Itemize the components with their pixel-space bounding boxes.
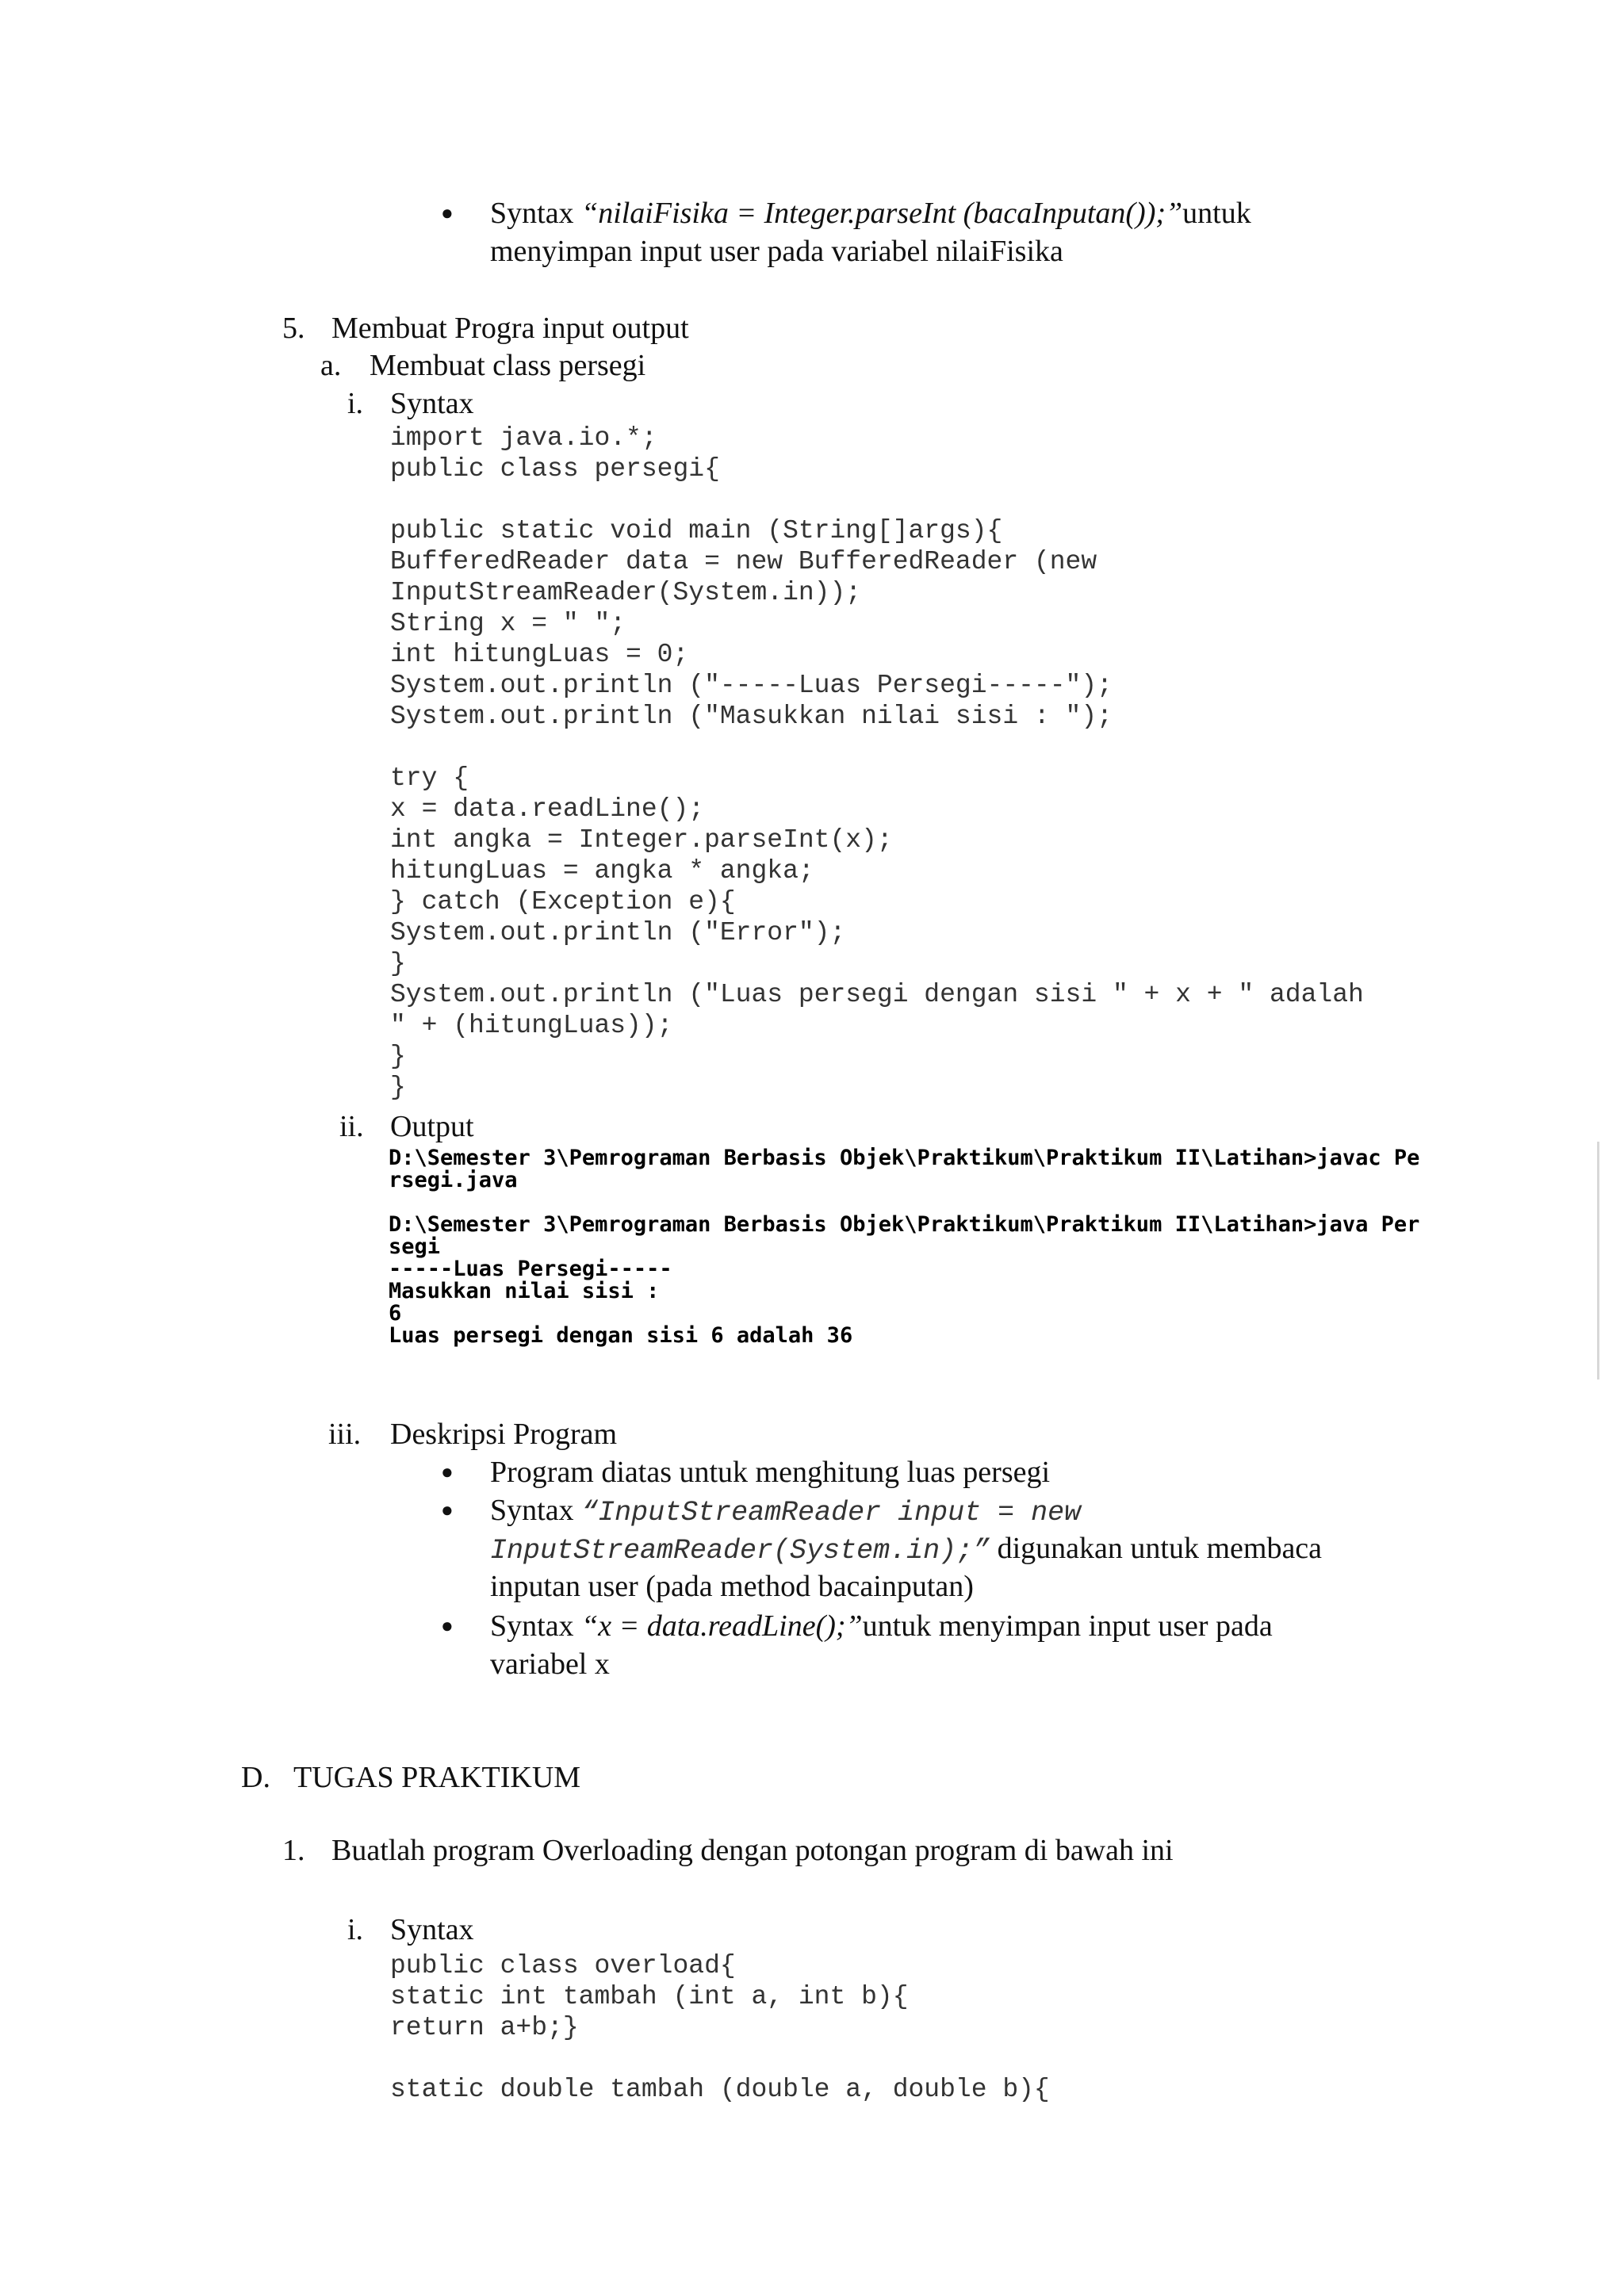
console-line — [389, 1192, 1602, 1214]
code-line: System.out.println ("Error"); — [390, 918, 846, 947]
desc-bullet2-line1 — [490, 1491, 1081, 1532]
desc-bullet3-suffix: untuk menyimpan input user pada — [862, 1609, 1273, 1643]
sectionD-item-i-label: i. — [347, 1913, 364, 1946]
code-line — [390, 484, 1364, 515]
code-line: String x = " "; — [390, 609, 626, 638]
top-bullet-code: “nilaiFisika = Integer.parseInt (bacaInputan());” — [581, 197, 1183, 230]
code-line: x = data.readLine(); — [390, 794, 705, 824]
desc-bullet3-line2: variabel x — [490, 1647, 610, 1681]
section5-item-ii-title: Output — [390, 1110, 474, 1143]
code-line — [390, 2043, 1050, 2074]
desc-bullet3-code: “x = data.readLine();” — [581, 1609, 863, 1643]
bullet-dot: ● — [441, 1498, 454, 1521]
top-bullet-prefix: Syntax — [490, 197, 582, 230]
top-bullet-line2: menyimpan input user pada variabel nilaiFisika — [490, 235, 1063, 268]
section5-item-i-label: i. — [347, 387, 364, 420]
code-line: } catch (Exception e){ — [390, 887, 736, 916]
code-line: static int tambah (int a, int b){ — [390, 1982, 909, 2011]
section5-item-ii-label: ii. — [339, 1110, 364, 1143]
desc-bullet3-line1 — [490, 1607, 1273, 1645]
bullet-dot: ● — [441, 1614, 454, 1637]
desc-bullet1: Program diatas untuk menghitung luas persegi — [490, 1456, 1051, 1489]
code-line: } — [390, 1073, 406, 1102]
code-line: hitungLuas = angka * angka; — [390, 856, 814, 886]
console-line: D:\Semester 3\Pemrograman Berbasis Objek\Praktikum\Praktikum II\Latihan>java Per — [389, 1212, 1420, 1237]
code-line: } — [390, 1042, 406, 1071]
code-line: try { — [390, 763, 469, 793]
code-line: System.out.println ("Luas persegi dengan sisi " + x + " adalah — [390, 980, 1364, 1009]
console-line: Masukkan nilai sisi : — [389, 1279, 660, 1303]
sectionD-item-i-title: Syntax — [390, 1913, 474, 1946]
code-line: public static void main (String[]args){ — [390, 516, 1003, 545]
console-line: 6 — [389, 1301, 402, 1326]
desc-bullet2-suffix: digunakan untuk membaca — [990, 1532, 1323, 1565]
code-line: InputStreamReader(System.in)); — [390, 578, 862, 607]
desc-bullet2-line3: inputan user (pada method bacainputan) — [490, 1570, 974, 1603]
desc-bullet2-code1: “InputStreamReader input = new — [581, 1497, 1082, 1529]
console-line: D:\Semester 3\Pemrograman Berbasis Objek\Praktikum\Praktikum II\Latihan>javac Pe — [389, 1146, 1420, 1170]
code-line: public class overload{ — [390, 1951, 736, 1980]
section5-number: 5. — [282, 312, 305, 345]
desc-bullet2-line2 — [490, 1529, 1322, 1570]
sectionD-item1-text: Buatlah program Overloading dengan potongan program di bawah ini — [331, 1834, 1174, 1867]
section5-sub-a-label: a. — [320, 349, 342, 382]
code-line — [390, 732, 1364, 763]
code-line: " + (hitungLuas)); — [390, 1011, 673, 1040]
code-line: static double tambah (double a, double b){ — [390, 2075, 1050, 2104]
console-line: segi — [389, 1234, 441, 1259]
code-line: System.out.println ("Masukkan nilai sisi : "); — [390, 702, 1113, 731]
code-line: System.out.println ("-----Luas Persegi-----"); — [390, 671, 1113, 700]
console-output — [389, 1147, 1602, 1347]
code-line: public class persegi{ — [390, 454, 720, 484]
desc-bullet2-prefix: Syntax — [490, 1494, 582, 1527]
top-bullet-line1 — [490, 194, 1251, 232]
sectionD-item1-number: 1. — [282, 1834, 305, 1867]
persegi-code-block — [390, 423, 1364, 1103]
section5-title: Membuat Progra input output — [331, 312, 689, 345]
bullet-dot: ● — [441, 1460, 454, 1483]
bullet-dot: ● — [441, 201, 454, 224]
code-line: import java.io.*; — [390, 423, 657, 453]
section5-item-iii-title: Deskripsi Program — [390, 1418, 618, 1451]
overload-code-block — [390, 1950, 1050, 2105]
console-line: rsegi.java — [389, 1168, 518, 1192]
sectionD-title: TUGAS PRAKTIKUM — [293, 1761, 581, 1794]
console-line: Luas persegi dengan sisi 6 adalah 36 — [389, 1323, 853, 1348]
code-line: return a+b;} — [390, 2013, 579, 2042]
desc-bullet2-code2: InputStreamReader(System.in);” — [490, 1535, 990, 1567]
code-line: BufferedReader data = new BufferedReader (new — [390, 547, 1097, 576]
section5-sub-a-title: Membuat class persegi — [370, 349, 646, 382]
code-line: int angka = Integer.parseInt(x); — [390, 825, 893, 855]
sectionD-label: D. — [241, 1761, 270, 1794]
section5-item-iii-label: iii. — [328, 1418, 362, 1451]
console-window-edge — [1597, 1142, 1599, 1380]
code-line: int hitungLuas = 0; — [390, 640, 689, 669]
section5-item-i-title: Syntax — [390, 387, 474, 420]
top-bullet-suffix: untuk — [1182, 197, 1251, 230]
code-line: } — [390, 949, 406, 978]
desc-bullet3-prefix: Syntax — [490, 1609, 582, 1643]
console-line: -----Luas Persegi----- — [389, 1257, 672, 1281]
